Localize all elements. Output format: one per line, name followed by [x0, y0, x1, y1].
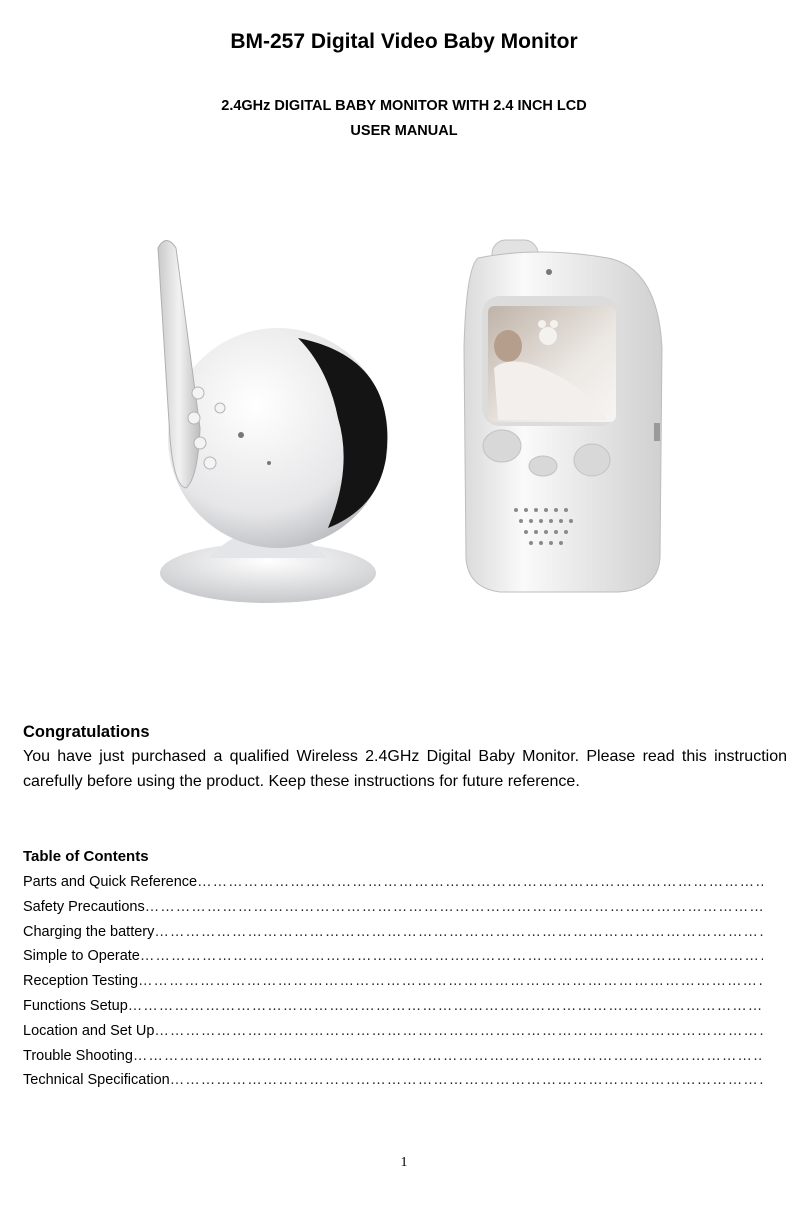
toc-item-specs: Technical Specification ……………………………………………………………………………………………………………………………………………………………	[23, 1068, 763, 1093]
toc-item-charging: Charging the battery ……………………………………………………………………………………………………………………………………………………………	[23, 920, 763, 945]
toc-item-trouble: Trouble Shooting ……………………………………………………………………………………………………………………………………………………………	[23, 1044, 763, 1069]
toc-item-safety: Safety Precautions ……………………………………………………………………………………………………………………………………………………………	[23, 895, 763, 920]
toc-item-parts: Parts and Quick Reference ……………………………………………………………………………………………………………………………………………………………	[23, 870, 763, 895]
monitor-unit	[464, 240, 662, 592]
toc-item-reception: Reception Testing ……………………………………………………………………………………………………………………………………………………………	[23, 969, 763, 994]
toc-heading: Table of Contents	[23, 848, 149, 865]
product-photo	[138, 228, 674, 612]
document-title: BM-257 Digital Video Baby Monitor	[230, 30, 578, 53]
document-subtitle: 2.4GHz DIGITAL BABY MONITOR WITH 2.4 INCH LCD	[221, 98, 587, 114]
intro-paragraph: You have just purchased a qualified Wireless 2.4GHz Digital Baby Monitor. Please read this instruction carefully before using the product. Keep these instructions for future reference.	[23, 748, 787, 790]
congratulations-heading: Congratulations	[23, 723, 150, 741]
table-of-contents	[23, 870, 763, 1093]
page-number: 1	[400, 1155, 408, 1170]
toc-item-location: Location and Set Up ……………………………………………………………………………………………………………………………………………………………	[23, 1019, 763, 1044]
toc-item-operate: Simple to Operate ……………………………………………………………………………………………………………………………………………………………	[23, 944, 763, 969]
camera-unit	[158, 241, 388, 604]
document-type-label: USER MANUAL	[350, 123, 458, 139]
toc-item-functions: Functions Setup ……………………………………………………………………………………………………………………………………………………………	[23, 994, 763, 1019]
